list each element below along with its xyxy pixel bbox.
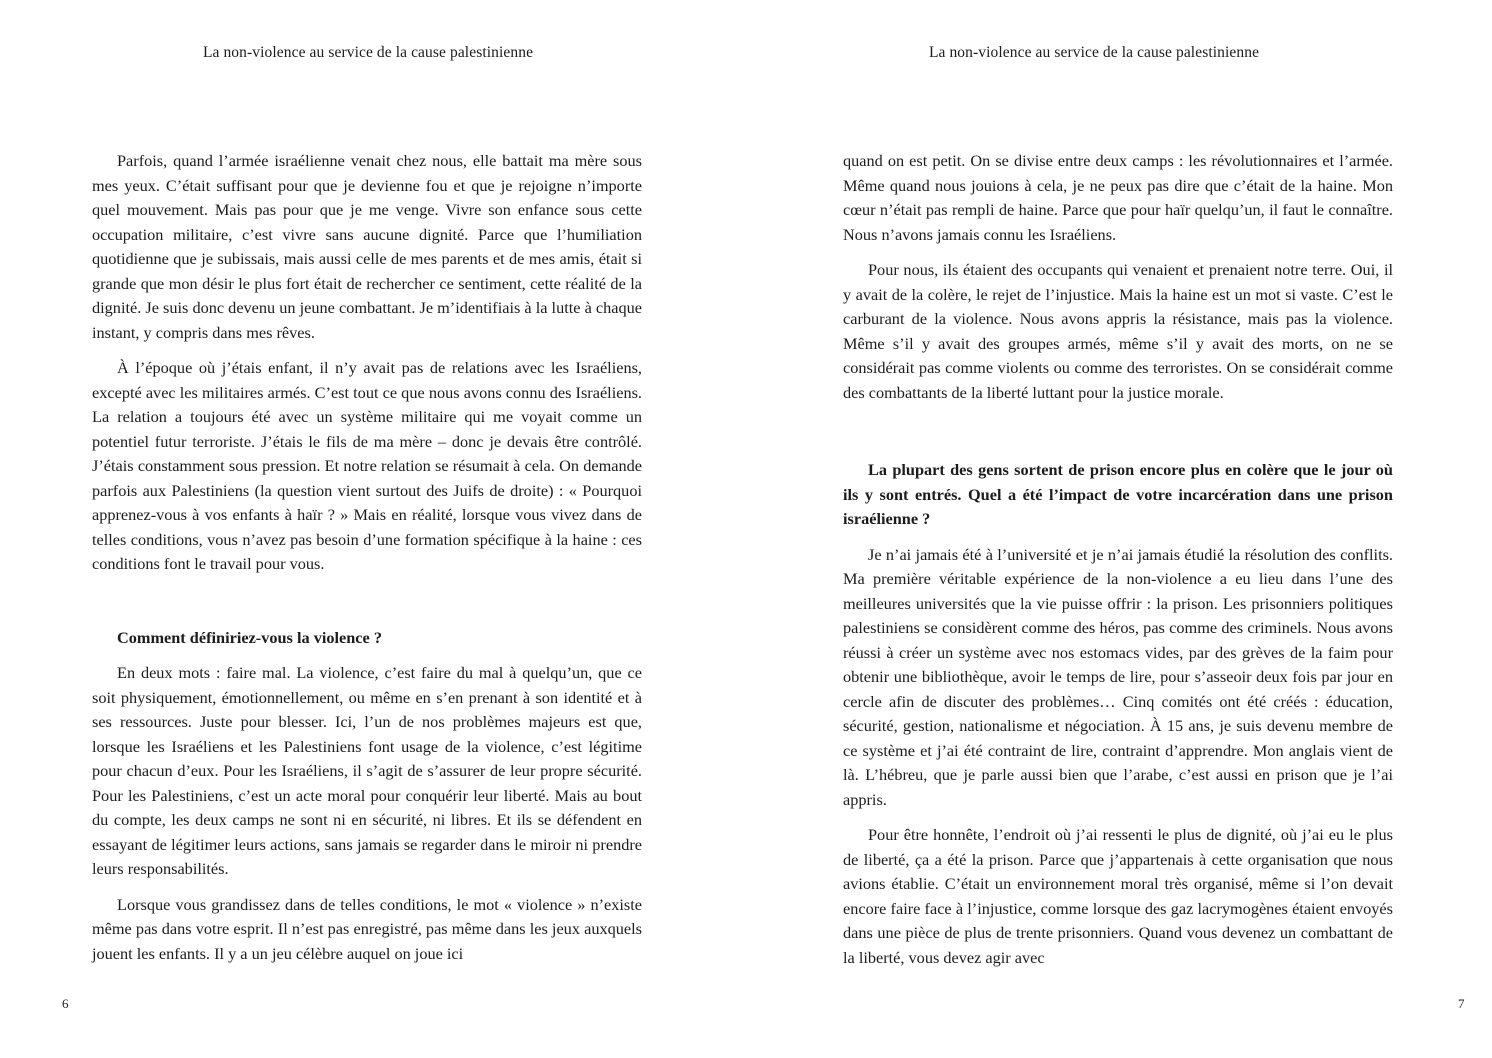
paragraph: À l’époque où j’étais enfant, il n’y avait pas de relations avec les Israéliens, excepté avec les militaires armés. C’est tout ce que nous avons connu des Israéliens. La relation a toujours été avec un système militaire qui me voyait comme un potentiel futur terroriste. J’étais le fils de ma mère – donc je devais être contrôlé. J’étais constamment sous pression. Et notre relation se résumait à cela. On demande parfois aux Palestiniens (la question vient surtout des Juifs de droite) : « Pourquoi apprenez-vous à vos enfants à haïr ? » Mais en réalité, lorsque vous vivez dans de telles conditions, vous n’avez pas besoin d’une formation spécifique à la haine : ces conditions font le travail pour vous. xyxy=(92,358,642,573)
interview-question: La plupart des gens sortent de prison encore plus en colère que le jour où ils y sont entrés. Quel a été l’impact de votre incarcération dans une prison israélienne ? xyxy=(843,460,1393,528)
left-body xyxy=(92,149,642,966)
running-header-right: La non-violence au service de la cause palestinienne xyxy=(928,44,1260,61)
page-number-right: 7 xyxy=(1458,996,1465,1011)
right-body xyxy=(843,149,1393,970)
running-header-left: La non-violence au service de la cause palestinienne xyxy=(202,44,534,61)
paragraph: Je n’ai jamais été à l’université et je n’ai jamais étudié la résolution des conflits. Ma première véritable expérience de la non-violence a eu lieu dans l’une des meilleures universités que la vie puisse offrir : la prison. Les prisonniers politiques palestiniens se considèrent comme des héros, pas comme des criminels. Nous avons réussi à créer un système avec nos estomacs vides, par des grèves de la faim pour obtenir une bibliothèque, avoir le temps de lire, pour s’asseoir deux fois par jour en cercle afin de discuter des problèmes… Cinq comités ont été créés : éducation, sécurité, gestion, nationalisme et négociation. À 15 ans, je suis devenu membre de ce système et j’ai été contraint de lire, contraint d’apprendre. Mon anglais vient de là. L’hébreu, que je parle aussi bien que l’arabe, c’est aussi en prison que je l’ai appris. xyxy=(843,544,1393,809)
interview-question: Comment définiriez-vous la violence ? xyxy=(117,627,382,647)
right-page xyxy=(746,0,1492,1058)
page-number-left: 6 xyxy=(62,996,69,1011)
paragraph-continuation: quand on est petit. On se divise entre deux camps : les révolutionnaires et l’armée. Même quand nous jouions à cela, je ne peux pas dire que c’était de la haine. Mon cœur n’était pas rempli de haine. Parce que pour haïr quelqu’un, il faut le connaître. Nous n’avons jamais connu les Israéliens. xyxy=(843,151,1393,244)
section-gap xyxy=(843,416,1393,458)
paragraph: Lorsque vous grandissez dans de telles conditions, le mot « violence » n’existe même pas dans votre esprit. Il n’est pas enregistré, pas même dans les jeux auxquels jouent les enfants. Il y a un jeu célèbre auquel on joue ici xyxy=(92,894,642,963)
section-gap xyxy=(92,588,642,626)
paragraph: Parfois, quand l’armée israélienne venait chez nous, elle battait ma mère sous mes yeux. C’était suffisant pour que je devienne fou et que je rejoigne n’importe quel mouvement. Mais pas pour que je me venge. Vivre son enfance sous cette occupation militaire, c’est vivre sans aucune dignité. Parce que l’humiliation quotidienne que je subissais, mais aussi celle de mes parents et de mes amis, était si grande que mon désir le plus fort était de rechercher ce sentiment, cette réalité de la dignité. Je suis donc devenu un jeune combattant. Je m’identifiais à la lutte à chaque instant, y compris dans mes rêves. xyxy=(92,151,642,342)
paragraph: Pour être honnête, l’endroit où j’ai ressenti le plus de dignité, où j’ai eu le plus de liberté, ça a été la prison. Parce que j’appartenais à cette organisation que nous avions établie. C’était un environnement moral très organisé, même si l’on devait encore faire face à l’injustice, comme lorsque des gaz lacrymogènes étaient envoyés dans une pièce de plus de trente prisonniers. Quand vous devenez un combattant de la liberté, vous devez agir avec xyxy=(843,825,1393,967)
paragraph: En deux mots : faire mal. La violence, c’est faire du mal à quelqu’un, que ce soit physiquement, émotionnellement, ou même en s’en prenant à son identité et à ses ressources. Juste pour blesser. Ici, l’un de nos problèmes majeurs est que, lorsque les Israéliens et les Palestiniens font usage de la violence, c’est légitime pour chacun d’eux. Pour les Israéliens, il s’agit de s’assurer de leur propre sécurité. Pour les Palestiniens, c’est un acte moral pour conquérir leur liberté. Mais au bout du compte, les deux camps ne sont ni en sécurité, ni libres. Et ils se défendent en essayant de légitimer leurs actions, sans jamais se regarder dans le miroir ni prendre leurs responsabilités. xyxy=(92,663,642,878)
paragraph: Pour nous, ils étaient des occupants qui venaient et prenaient notre terre. Oui, il y avait de la colère, le rejet de l’injustice. Mais la haine est un mot si vaste. C’est le carburant de la violence. Nous avons appris la résistance, mais pas la violence. Même s’il y avait des groupes armés, même s’il y avait des morts, on ne se considérait pas comme violents ou comme des terroristes. On se considérait comme des combattants de la liberté luttant pour la justice morale. xyxy=(843,260,1393,402)
